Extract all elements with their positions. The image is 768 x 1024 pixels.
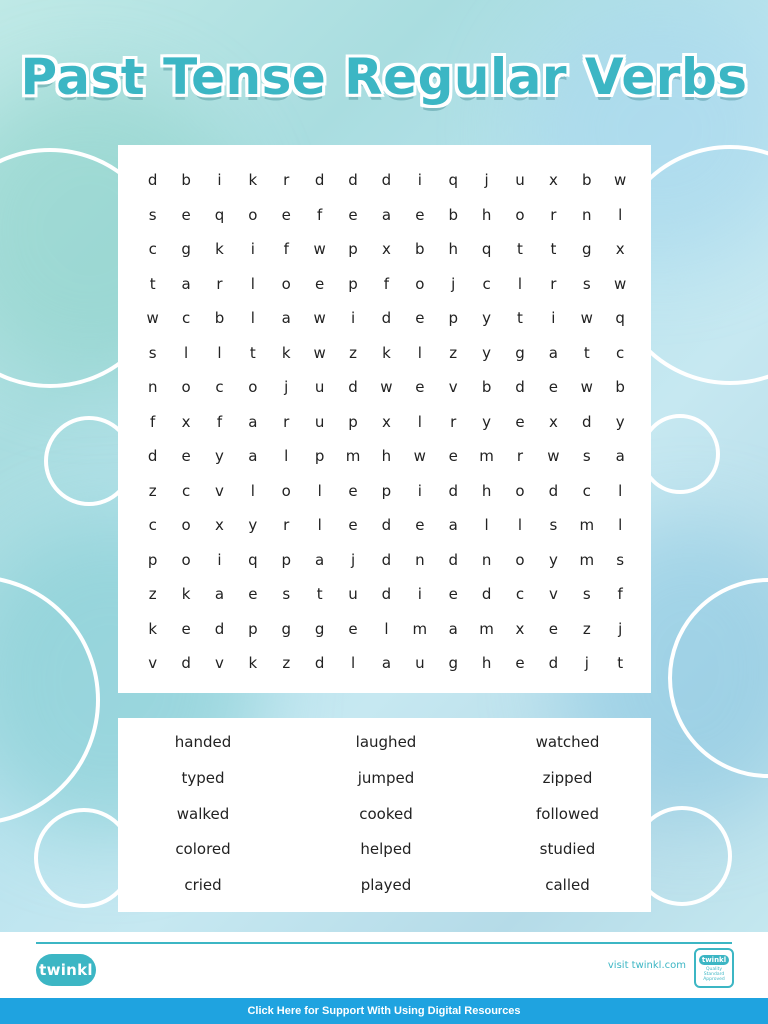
grid-letter[interactable]: a	[548, 343, 558, 362]
grid-letter[interactable]: z	[349, 343, 357, 362]
grid-letter[interactable]: h	[481, 205, 492, 224]
grid-letter[interactable]: p	[348, 274, 358, 293]
grid-letter[interactable]: l	[317, 481, 322, 500]
grid-letter[interactable]: f	[383, 274, 390, 293]
grid-letter[interactable]: g	[181, 240, 191, 258]
grid-letter[interactable]: h	[381, 447, 392, 465]
letter-grid	[136, 163, 636, 681]
grid-letter[interactable]: m	[479, 619, 494, 638]
grid-letter[interactable]: p	[281, 550, 292, 569]
grid-letter[interactable]: c	[515, 585, 525, 603]
grid-letter[interactable]: w	[313, 343, 326, 362]
grid-letter[interactable]: z	[449, 343, 458, 362]
grid-letter[interactable]: b	[582, 171, 592, 189]
grid-letter[interactable]: x	[215, 516, 224, 534]
grid-letter[interactable]: a	[181, 274, 191, 293]
word-list-item: helped	[360, 840, 412, 859]
grid-letter[interactable]: o	[415, 274, 425, 293]
grid-letter[interactable]: p	[348, 412, 358, 431]
grid-letter[interactable]: e	[348, 516, 358, 534]
grid-letter[interactable]: t	[517, 309, 523, 327]
grid-letter[interactable]: q	[448, 171, 458, 189]
grid-letter[interactable]: c	[582, 481, 591, 500]
grid-letter[interactable]: j	[484, 171, 489, 189]
grid-letter[interactable]: d	[448, 550, 458, 569]
grid-letter[interactable]: l	[217, 343, 222, 362]
grid-letter[interactable]: l	[517, 516, 523, 534]
grid-letter[interactable]: d	[314, 654, 325, 672]
grid-letter[interactable]: l	[484, 516, 489, 534]
grid-letter[interactable]: u	[314, 412, 325, 431]
word-list-item: laughed	[355, 733, 417, 751]
grid-letter[interactable]: c	[482, 274, 491, 293]
grid-letter[interactable]: t	[517, 240, 523, 258]
grid-letter[interactable]: s	[148, 343, 157, 362]
grid-letter[interactable]: d	[147, 171, 158, 189]
badge-text: Quality Standard Approved	[703, 966, 725, 982]
grid-letter[interactable]: b	[615, 378, 625, 396]
grid-letter[interactable]: g	[281, 619, 292, 638]
grid-letter[interactable]: d	[381, 171, 392, 189]
grid-letter[interactable]: n	[481, 550, 492, 569]
grid-letter[interactable]: i	[217, 171, 222, 189]
grid-letter[interactable]: d	[381, 516, 392, 534]
grid-letter[interactable]: k	[248, 171, 258, 189]
grid-letter[interactable]: d	[381, 585, 392, 603]
grid-letter[interactable]: d	[381, 550, 392, 569]
word-list-item: walked	[176, 804, 230, 823]
grid-letter[interactable]: r	[283, 412, 290, 431]
grid-letter[interactable]: d	[515, 378, 525, 396]
grid-letter[interactable]: e	[415, 309, 425, 327]
grid-letter[interactable]: m	[345, 447, 361, 465]
grid-letter[interactable]: i	[250, 240, 255, 258]
grid-letter[interactable]: b	[448, 205, 458, 224]
grid-letter[interactable]: g	[448, 654, 458, 672]
grid-letter[interactable]: s	[582, 447, 591, 465]
grid-letter[interactable]: w	[614, 274, 627, 293]
grid-letter[interactable]: s	[549, 516, 558, 534]
grid-letter[interactable]: i	[551, 309, 556, 327]
grid-letter[interactable]: c	[148, 240, 157, 258]
grid-letter[interactable]: a	[248, 447, 258, 465]
grid-letter[interactable]: x	[381, 240, 391, 258]
grid-letter[interactable]: h	[481, 481, 492, 500]
grid-letter[interactable]: e	[181, 205, 191, 224]
grid-letter[interactable]: z	[282, 654, 291, 672]
grid-letter[interactable]: j	[284, 378, 289, 396]
grid-letter[interactable]: k	[281, 343, 291, 362]
decorative-circle	[640, 414, 720, 494]
grid-letter[interactable]: w	[547, 447, 560, 465]
grid-letter[interactable]: m	[579, 516, 595, 534]
grid-letter[interactable]: y	[548, 550, 558, 569]
grid-letter[interactable]: l	[618, 516, 623, 534]
grid-letter[interactable]: f	[617, 585, 623, 603]
grid-letter[interactable]: e	[181, 619, 191, 638]
word-list-item: zipped	[542, 768, 593, 787]
grid-letter[interactable]: z	[582, 619, 591, 638]
grid-letter[interactable]: s	[582, 274, 591, 293]
grid-letter[interactable]: e	[415, 378, 425, 396]
grid-letter[interactable]: g	[515, 343, 525, 362]
grid-letter[interactable]: r	[450, 412, 457, 431]
grid-letter[interactable]: l	[250, 309, 255, 327]
grid-letter[interactable]: b	[214, 309, 225, 327]
grid-letter[interactable]: a	[448, 619, 458, 638]
grid-letter[interactable]: e	[348, 619, 358, 638]
grid-letter[interactable]: f	[216, 412, 223, 431]
grid-letter[interactable]: e	[348, 205, 358, 224]
grid-letter[interactable]: m	[579, 550, 595, 569]
grid-letter[interactable]: a	[381, 654, 392, 672]
grid-letter[interactable]: e	[448, 447, 458, 465]
grid-letter[interactable]: o	[515, 550, 525, 569]
grid-letter[interactable]: l	[417, 412, 422, 431]
grid-letter[interactable]: y	[482, 412, 492, 431]
grid-letter[interactable]: y	[615, 412, 625, 431]
grid-letter[interactable]: i	[350, 309, 356, 327]
grid-letter[interactable]: e	[248, 585, 258, 603]
grid-letter[interactable]: r	[216, 274, 223, 293]
twinkl-logo[interactable]: twinkl	[36, 954, 96, 986]
grid-letter[interactable]: m	[412, 619, 428, 638]
grid-letter[interactable]: t	[316, 585, 323, 603]
grid-letter[interactable]: q	[214, 205, 225, 224]
grid-letter[interactable]: w	[313, 309, 326, 327]
grid-letter[interactable]: e	[515, 412, 525, 431]
grid-letter[interactable]: u	[515, 171, 525, 189]
grid-letter[interactable]: e	[448, 585, 458, 603]
grid-letter[interactable]: t	[249, 343, 256, 362]
grid-letter[interactable]: w	[380, 378, 393, 396]
grid-letter[interactable]: s	[616, 550, 625, 569]
grid-letter[interactable]: t	[583, 343, 590, 362]
word-list	[118, 730, 651, 909]
grid-letter[interactable]: q	[615, 309, 625, 327]
grid-letter[interactable]: h	[448, 240, 458, 258]
grid-letter[interactable]: e	[415, 205, 425, 224]
grid-letter[interactable]: o	[515, 481, 525, 500]
grid-letter[interactable]: y	[215, 447, 224, 465]
grid-letter[interactable]: a	[448, 516, 458, 534]
grid-letter[interactable]: h	[481, 654, 492, 672]
grid-letter[interactable]: w	[580, 309, 593, 327]
grid-letter[interactable]: l	[618, 205, 623, 224]
grid-letter[interactable]: e	[548, 378, 558, 396]
grid-letter[interactable]: t	[617, 654, 624, 672]
grid-letter[interactable]: c	[148, 516, 157, 534]
grid-letter[interactable]: w	[614, 171, 627, 189]
grid-letter[interactable]: x	[381, 412, 391, 431]
grid-letter[interactable]: l	[250, 274, 255, 293]
grid-letter[interactable]: k	[215, 240, 224, 258]
grid-letter[interactable]: b	[481, 378, 492, 396]
grid-letter[interactable]: z	[148, 481, 157, 500]
grid-letter[interactable]: o	[181, 378, 191, 396]
grid-letter[interactable]: n	[147, 378, 158, 396]
word-list-item: played	[360, 876, 412, 895]
grid-letter[interactable]: x	[548, 412, 558, 431]
grid-letter[interactable]: d	[481, 585, 492, 603]
grid-letter[interactable]: l	[250, 481, 255, 500]
footer-divider	[36, 942, 732, 944]
grid-letter[interactable]: y	[482, 343, 492, 362]
grid-letter[interactable]: a	[214, 585, 225, 603]
grid-letter[interactable]: k	[248, 654, 258, 672]
grid-letter[interactable]: l	[184, 343, 189, 362]
grid-letter[interactable]: k	[148, 619, 158, 638]
grid-letter[interactable]: c	[616, 343, 625, 362]
grid-letter[interactable]: u	[314, 378, 325, 396]
grid-letter[interactable]: o	[281, 481, 291, 500]
grid-letter[interactable]: y	[482, 309, 492, 327]
grid-letter[interactable]: i	[217, 550, 222, 569]
word-list-item: cried	[184, 876, 222, 895]
grid-letter[interactable]: l	[317, 516, 322, 534]
grid-letter[interactable]: l	[384, 619, 389, 638]
grid-letter[interactable]: j	[451, 274, 456, 293]
grid-letter[interactable]: t	[149, 274, 156, 293]
grid-letter[interactable]: d	[181, 654, 191, 672]
word-list-item: jumped	[357, 768, 415, 787]
grid-letter[interactable]: a	[315, 550, 325, 569]
grid-letter[interactable]: o	[181, 516, 191, 534]
grid-letter[interactable]: z	[148, 585, 157, 603]
grid-letter[interactable]: c	[181, 481, 191, 500]
grid-letter[interactable]: p	[314, 447, 325, 465]
grid-letter[interactable]: j	[584, 654, 589, 672]
grid-letter[interactable]: s	[582, 585, 591, 603]
grid-letter[interactable]: n	[415, 550, 425, 569]
grid-letter[interactable]: l	[350, 654, 356, 672]
grid-letter[interactable]: d	[314, 171, 325, 189]
grid-letter[interactable]: d	[548, 654, 559, 672]
page-title: Past Tense Regular Verbs	[20, 48, 748, 106]
grid-letter[interactable]: c	[215, 378, 224, 396]
grid-letter[interactable]: r	[516, 447, 524, 465]
grid-letter[interactable]: b	[181, 171, 191, 189]
grid-letter[interactable]: b	[415, 240, 425, 258]
grid-letter[interactable]: i	[417, 481, 422, 500]
word-search-grid-panel	[118, 145, 651, 693]
grid-letter[interactable]: q	[481, 240, 492, 258]
word-list-item: colored	[175, 840, 231, 859]
grid-letter[interactable]: e	[515, 654, 525, 672]
grid-letter[interactable]: d	[348, 171, 358, 189]
grid-letter[interactable]: o	[515, 205, 525, 224]
grid-letter[interactable]: k	[382, 343, 391, 362]
word-list-item: followed	[536, 804, 599, 823]
grid-letter[interactable]: l	[517, 274, 523, 293]
quality-badge-icon	[694, 948, 734, 988]
footer	[0, 932, 768, 998]
grid-letter[interactable]: r	[550, 274, 557, 293]
support-link-bar[interactable]: Click Here for Support With Using Digital Resources	[0, 998, 768, 1024]
word-list-item: called	[545, 876, 590, 895]
grid-letter[interactable]: o	[181, 550, 191, 569]
grid-letter[interactable]: a	[281, 309, 291, 327]
grid-letter[interactable]: t	[550, 240, 557, 258]
grid-letter[interactable]: e	[181, 447, 191, 465]
grid-letter[interactable]: f	[283, 240, 289, 258]
grid-letter[interactable]: e	[281, 205, 291, 224]
grid-letter[interactable]: v	[215, 481, 224, 500]
grid-letter[interactable]: p	[348, 240, 358, 258]
grid-letter[interactable]: w	[580, 378, 593, 396]
grid-letter[interactable]: a	[248, 412, 258, 431]
grid-letter[interactable]: d	[582, 412, 592, 431]
grid-letter[interactable]: e	[315, 274, 325, 293]
grid-letter[interactable]: l	[618, 481, 623, 500]
grid-letter[interactable]: a	[615, 447, 625, 465]
grid-letter[interactable]: l	[284, 447, 289, 465]
grid-letter[interactable]: d	[214, 619, 225, 638]
grid-letter[interactable]: n	[582, 205, 592, 224]
grid-letter[interactable]: d	[448, 481, 458, 500]
grid-letter[interactable]: x	[615, 240, 625, 258]
grid-letter[interactable]: v	[548, 585, 558, 603]
grid-letter[interactable]: x	[515, 619, 525, 638]
grid-letter[interactable]: s	[282, 585, 291, 603]
grid-letter[interactable]: j	[618, 619, 623, 638]
grid-letter[interactable]: e	[348, 481, 358, 500]
word-list-item: studied	[539, 840, 596, 859]
grid-letter[interactable]: q	[248, 550, 258, 569]
grid-letter[interactable]: w	[313, 240, 326, 258]
grid-letter[interactable]: p	[147, 550, 158, 569]
grid-letter[interactable]: i	[417, 171, 422, 189]
grid-letter[interactable]: x	[181, 412, 191, 431]
grid-letter[interactable]: p	[381, 481, 392, 500]
grid-letter[interactable]: o	[248, 378, 258, 396]
grid-letter[interactable]: j	[350, 550, 356, 569]
grid-letter[interactable]: d	[348, 378, 358, 396]
grid-letter[interactable]: f	[317, 205, 323, 224]
grid-letter[interactable]: u	[348, 585, 358, 603]
word-list-item: watched	[535, 733, 600, 751]
grid-letter[interactable]: l	[417, 343, 422, 362]
grid-letter[interactable]: u	[415, 654, 425, 672]
word-list-item: cooked	[359, 804, 413, 823]
grid-letter[interactable]: c	[181, 309, 191, 327]
grid-letter[interactable]: d	[548, 481, 559, 500]
grid-letter[interactable]: a	[381, 205, 392, 224]
grid-letter[interactable]: d	[381, 309, 392, 327]
grid-letter[interactable]: w	[146, 309, 159, 327]
grid-letter[interactable]: p	[248, 619, 258, 638]
grid-letter[interactable]: r	[283, 171, 290, 189]
grid-letter[interactable]: o	[281, 274, 291, 293]
grid-letter[interactable]: w	[413, 447, 426, 465]
badge-title: twinkl	[699, 955, 729, 965]
grid-letter[interactable]: v	[448, 378, 458, 396]
grid-letter[interactable]: v	[215, 654, 224, 672]
word-list-item: handed	[174, 733, 232, 751]
grid-letter[interactable]: o	[248, 205, 258, 224]
word-list-item: typed	[181, 768, 225, 787]
grid-letter[interactable]: x	[548, 171, 558, 189]
grid-letter[interactable]: g	[314, 619, 325, 638]
grid-letter[interactable]: p	[448, 309, 458, 327]
grid-letter[interactable]: d	[147, 447, 158, 465]
grid-letter[interactable]: m	[479, 447, 494, 465]
grid-letter[interactable]: s	[148, 205, 157, 224]
grid-letter[interactable]: f	[150, 412, 156, 431]
grid-letter[interactable]: r	[550, 205, 557, 224]
grid-letter[interactable]: r	[283, 516, 290, 534]
grid-letter[interactable]: y	[248, 516, 258, 534]
word-list-panel	[118, 718, 651, 912]
grid-letter[interactable]: v	[148, 654, 158, 672]
grid-letter[interactable]: i	[417, 585, 422, 603]
grid-letter[interactable]: k	[181, 585, 191, 603]
grid-letter[interactable]: e	[548, 619, 558, 638]
grid-letter[interactable]: e	[415, 516, 425, 534]
visit-link[interactable]: visit twinkl.com	[607, 960, 686, 971]
grid-letter[interactable]: g	[582, 240, 592, 258]
